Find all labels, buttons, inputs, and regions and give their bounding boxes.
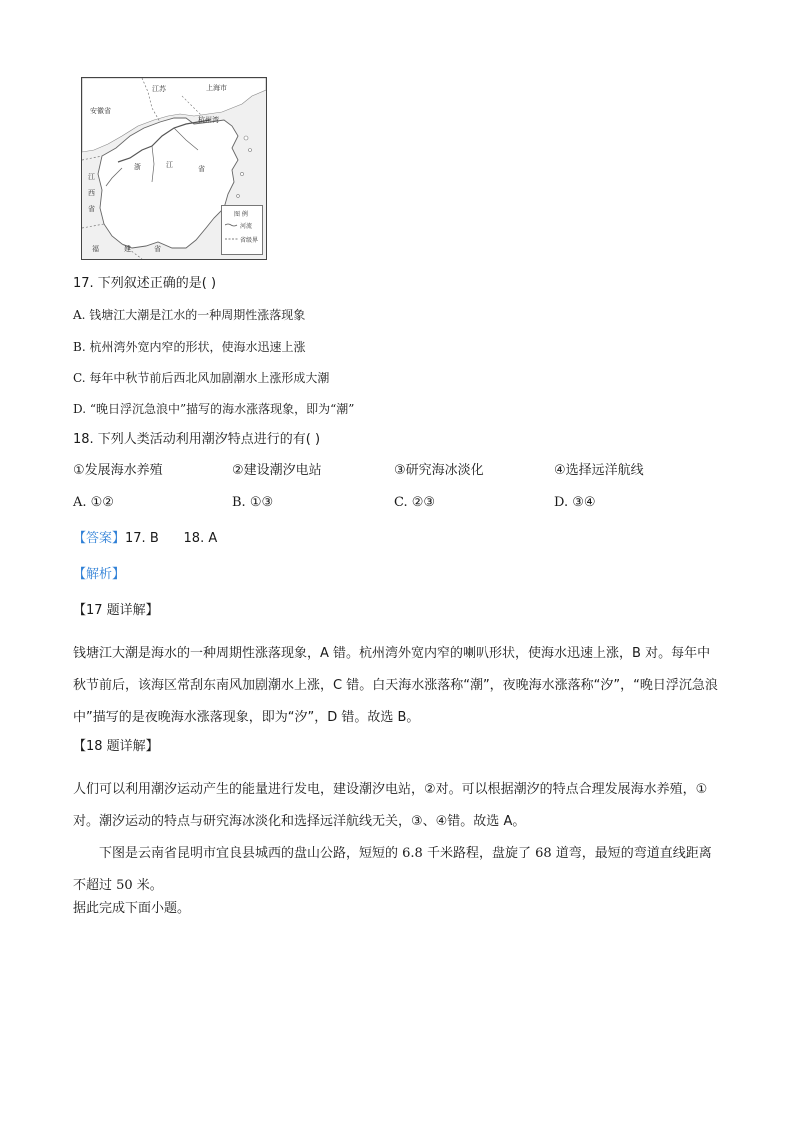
q18-item-2: ②建设潮汐电站 [232, 463, 322, 478]
q17-stem: 17. 下列叙述正确的是( ) [73, 276, 217, 291]
q18-detail-text: 人们可以利用潮汐运动产生的能量进行发电，建设潮汐电站，②对。可以根据潮汐的特点合理发展海水养殖，①对。潮汐运动的特点与研究海冰淡化和选择远洋航线无关，③、④错。故选 A。 [73, 782, 708, 829]
q17-option-b: B. 杭州湾外宽内窄的形状，使海水迅速上涨 [73, 340, 306, 354]
legend-river-symbol [225, 223, 239, 227]
q17-option-d: D. “晚日浮沉急浪中”描写的海水涨落现象，即为“潮” [73, 402, 355, 416]
answer-tag: 【答案】 [73, 531, 126, 546]
map-label-fujian-1: 福 [92, 245, 99, 253]
legend-title: 图 例 [234, 211, 248, 218]
map-legend [221, 205, 263, 255]
map-label-jiangxi-1: 江 [88, 173, 95, 181]
map-label-hangzhou-bay: 杭州湾 [198, 116, 219, 124]
map-label-anhui: 安徽省 [90, 107, 111, 115]
map-label-jiang: 江 [166, 161, 173, 169]
q18-item-4: ④选择远洋航线 [554, 463, 644, 478]
q17-option-a: A. 钱塘江大潮是江水的一种周期性涨落现象 [73, 308, 306, 322]
map-figure [81, 77, 267, 260]
q18-item-3: ③研究海冰淡化 [394, 463, 484, 478]
legend-boundary-symbol [225, 237, 239, 241]
q18-stem: 18. 下列人类活动利用潮汐特点进行的有( ) [73, 432, 321, 447]
q18-option-d: D. ③④ [554, 495, 596, 510]
map-label-shanghai: 上海市 [206, 84, 227, 92]
answer-line [73, 530, 217, 548]
answer-value: 17. B 18. A [125, 531, 218, 546]
next-group-instruction: 据此完成下面小题。 [73, 901, 191, 916]
q18-option-c: C. ②③ [394, 495, 436, 510]
next-group-intro: 下图是云南省昆明市宜良县城西的盘山公路，短短的 6.8 千米路程，盘旋了 68 道弯，最短的弯道直线距离不超过 50 米。 [73, 846, 712, 893]
map-label-jiangxi-2: 西 [88, 189, 95, 197]
q17-detail-heading: 【17 题详解】 [73, 603, 159, 618]
q17-detail-text: 钱塘江大潮是海水的一种周期性涨落现象，A 错。杭州湾外宽内窄的喇叭形状，使海水迅速上涨，B 对。每年中秋节前后，该海区常刮东南风加剧潮水上涨，C 错。白天海水涨落称“潮”，夜晚海水涨落称“汐”，“晚日浮沉急浪中”描写的是夜晚海水涨落现象，即为“汐”，D 错。故选 B。 [73, 646, 718, 725]
map-label-zhe: 浙 [134, 163, 141, 171]
map-label-jiangsu: 江苏 [152, 85, 166, 93]
map-label-fujian-3: 省 [154, 245, 161, 253]
q18-item-1: ①发展海水养殖 [73, 463, 163, 478]
legend-river-label: 河流 [240, 223, 253, 230]
q18-option-b: B. ①③ [232, 495, 274, 510]
map-label-jiangxi-3: 省 [88, 205, 95, 213]
q18-detail-heading: 【18 题详解】 [73, 739, 159, 754]
map-label-sheng: 省 [198, 165, 205, 173]
map-label-fujian-2: 建 [124, 245, 131, 253]
q18-option-a: A. ①② [73, 495, 114, 510]
q17-option-c: C. 每年中秋节前后西北风加剧潮水上涨形成大潮 [73, 371, 330, 385]
analysis-tag: 【解析】 [73, 567, 126, 582]
legend-boundary-label: 省级界 [240, 237, 259, 244]
